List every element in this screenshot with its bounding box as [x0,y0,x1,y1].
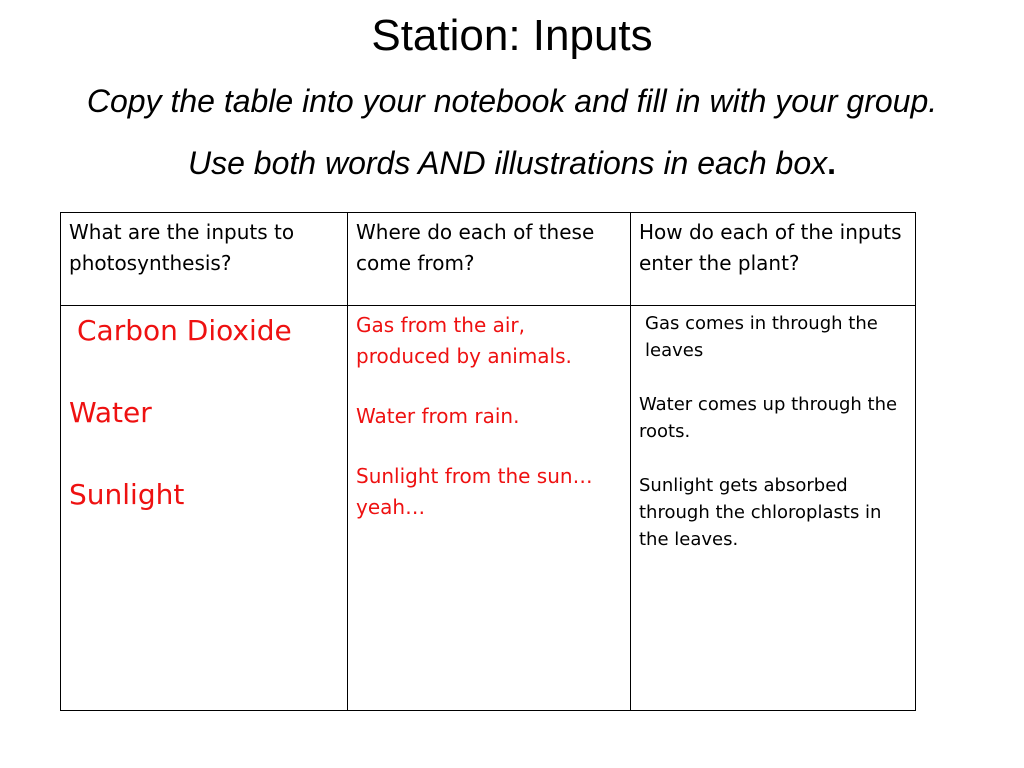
inputs-list [69,310,339,515]
entry-sunlight: Sunlight gets absorbed through the chloroplasts in the leaves. [639,475,882,550]
sources-list [356,310,622,523]
header-sources: Where do each of these come from? [348,213,631,306]
worksheet-table [60,212,916,711]
entry-water: Water comes up through the roots. [639,394,898,442]
source-water: Water from rain. [356,404,520,428]
page-title: Station: Inputs [371,11,653,60]
header-inputs: What are the inputs to photosynthesis? [61,213,348,306]
input-water: Water [69,396,152,429]
entry-cell [631,306,916,711]
input-carbon-dioxide: Carbon Dioxide [77,314,292,347]
source-sunlight: Sunlight from the sun…yeah… [356,464,593,519]
sources-cell [348,306,631,711]
entry-list [639,310,907,553]
source-carbon-dioxide: Gas from the air, produced by animals. [356,313,572,368]
header-row [61,213,916,306]
instructions-text: Copy the table into your notebook and fill in with your group. Use both words AND illustrations in each box [86,83,938,181]
header-entry: How do each of the inputs enter the plant? [631,213,916,306]
answer-row [61,306,916,711]
input-sunlight: Sunlight [69,478,185,511]
entry-carbon-dioxide: Gas comes in through the leaves [645,313,878,361]
inputs-cell [61,306,348,711]
instructions [60,70,964,194]
instructions-period: . [827,145,836,181]
